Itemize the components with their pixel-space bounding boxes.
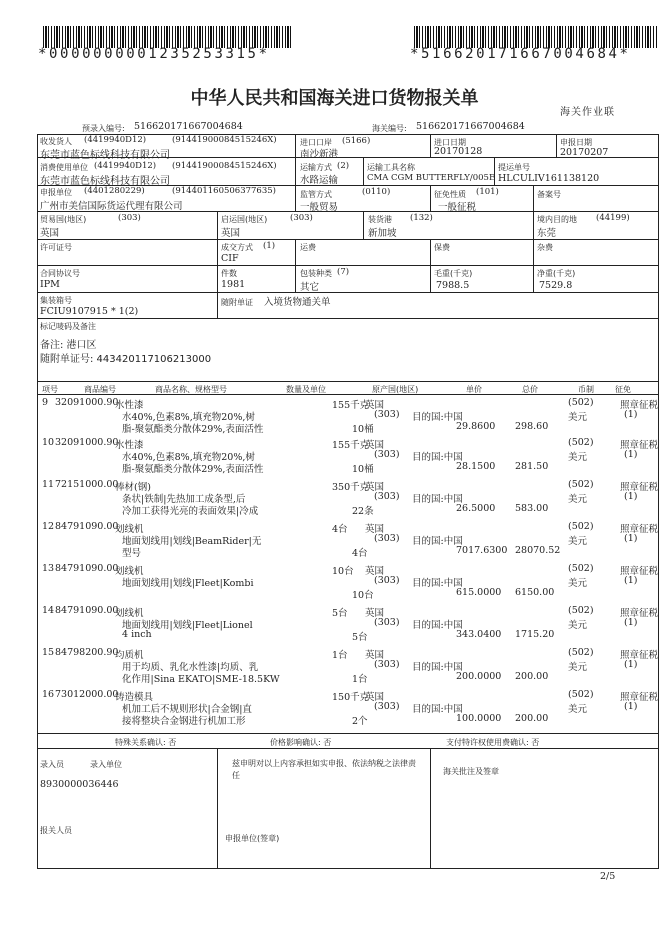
item-cur: 美元: [568, 412, 588, 423]
insurance-label: 保费: [434, 243, 450, 252]
transport-tool-label: 运输工具名称: [367, 163, 415, 172]
item-name: 划线机: [115, 608, 144, 619]
pack-code: (7): [337, 267, 350, 277]
entry-port-code: (5166): [342, 136, 371, 146]
item-qty2: 5台: [352, 632, 368, 643]
item-total: 200.00: [515, 713, 549, 724]
item-qty2: 2个: [352, 716, 368, 727]
item-spec1: 地面划线用|划线|Fleet|Kombi: [122, 578, 254, 589]
pre-entry-label: 预录入编号:: [82, 124, 125, 133]
item-price: 26.5000: [456, 503, 496, 514]
item-cur-code: (502): [568, 689, 594, 700]
col-tax: 征免: [615, 385, 631, 394]
trade-country-label: 贸易国(地区): [40, 215, 87, 224]
item-cur-code: (502): [568, 563, 594, 574]
item-tax: 照章征税: [620, 608, 659, 619]
gross-label: 毛重(千克): [434, 269, 473, 278]
barcode-right: [414, 26, 657, 48]
barcode-left-text: *0000000001235253315*: [38, 46, 270, 62]
item-origin-code: (303): [374, 659, 400, 670]
dest-value: 东莞: [537, 228, 557, 239]
item-total: 28070.52: [515, 545, 561, 556]
item-cur: 美元: [568, 620, 588, 631]
entry-person-label: 录入员: [40, 760, 64, 769]
item-cur: 美元: [568, 704, 588, 715]
item-code: 32091000.90: [55, 437, 119, 448]
item-cur: 美元: [568, 452, 588, 463]
col-code: 商品编号: [84, 385, 116, 394]
pre-entry-value: 516620171667004684: [134, 121, 243, 132]
item-origin-code: (303): [374, 491, 400, 502]
license-label: 许可证号: [40, 243, 72, 252]
item-code: 73012000.00: [55, 689, 119, 700]
item-no: 12: [42, 521, 55, 532]
item-dest: 目的国:中国: [412, 662, 463, 673]
item-origin: 英国: [365, 400, 385, 411]
pack-label: 包装种类: [300, 269, 332, 278]
item-qty2: 10桶: [352, 424, 374, 435]
col-price: 单价: [466, 385, 482, 394]
page-number: 2/5: [600, 871, 616, 882]
item-qty1: 10台: [332, 566, 354, 577]
bill-no-label: 提运单号: [498, 163, 530, 172]
marks-label: 标记唛码及备注: [40, 322, 96, 331]
deal-mode-label: 成交方式: [221, 243, 253, 252]
user-unit-code: (4419940D12): [94, 161, 157, 171]
item-name: 均质机: [115, 650, 144, 661]
item-origin: 英国: [365, 524, 385, 535]
item-qty2: 22条: [352, 506, 374, 517]
declare-date-label: 申报日期: [560, 138, 592, 147]
item-dest: 目的国:中国: [412, 578, 463, 589]
special-confirm: 特殊关系确认: 否: [115, 738, 177, 747]
item-spec1: 用于均质、乳化水性漆|均质、乳: [122, 662, 259, 673]
item-qty2: 1台: [352, 674, 368, 685]
item-origin-code: (303): [374, 575, 400, 586]
docs-label: 随附单证: [221, 298, 253, 307]
item-cur: 美元: [568, 494, 588, 505]
item-origin: 英国: [365, 692, 385, 703]
royalty-confirm: 支付特许权使用费确认: 否: [446, 738, 540, 747]
consignee-label: 收发货人: [40, 137, 72, 146]
item-price: 28.1500: [456, 461, 496, 472]
item-spec2: 化作用|Sina EKATO|SME-18.5KW: [122, 674, 280, 685]
declare-unit-label: 申报单位: [40, 188, 72, 197]
item-spec2: 4 inch: [122, 629, 152, 640]
item-cur: 美元: [568, 578, 588, 589]
transport-mode-code: (2): [337, 161, 350, 171]
item-code: 84791090.00: [55, 605, 119, 616]
item-tax-code: (1): [624, 533, 638, 544]
item-qty2: 10桶: [352, 464, 374, 475]
dest-label: 境内目的地: [537, 215, 577, 224]
item-dest: 目的国:中国: [412, 494, 463, 505]
item-origin: 英国: [365, 482, 385, 493]
item-qty1: 150千克: [332, 692, 370, 703]
pieces-label: 件数: [221, 269, 237, 278]
item-code: 84791090.00: [55, 563, 119, 574]
deal-mode-value: CIF: [221, 253, 239, 264]
item-total: 200.00: [515, 671, 549, 682]
contract-label: 合同协议号: [40, 269, 80, 278]
item-price: 29.8600: [456, 421, 496, 432]
trade-country-value: 英国: [40, 228, 60, 239]
item-name: 水性漆: [115, 440, 144, 451]
item-dest: 目的国:中国: [412, 452, 463, 463]
entry-code: 8930000036446: [40, 779, 119, 790]
declarer-label: 报关人员: [40, 826, 72, 835]
origin-country-label: 启运国(地区): [221, 215, 268, 224]
item-name: 棒材(钢): [115, 482, 151, 493]
item-tax: 照章征税: [620, 524, 659, 535]
item-total: 583.00: [515, 503, 549, 514]
item-price: 200.0000: [456, 671, 502, 682]
col-name: 商品名称、规格型号: [155, 385, 227, 394]
transport-mode-value: 水路运输: [300, 175, 339, 186]
item-tax-code: (1): [624, 491, 638, 502]
item-origin: 英国: [365, 440, 385, 451]
item-spec2: 接将整块合金钢进行机加工形: [122, 716, 246, 727]
item-cur-code: (502): [568, 521, 594, 532]
contract-value: IPM: [40, 279, 60, 290]
item-code: 32091000.90: [55, 397, 119, 408]
item-spec2: 型号: [122, 548, 142, 559]
item-dest: 目的国:中国: [412, 704, 463, 715]
entry-port-value: 南沙新港: [300, 149, 339, 160]
item-dest: 目的国:中国: [412, 620, 463, 631]
transport-tool-value: CMA CGM BUTTERFLY/005E: [367, 173, 496, 183]
item-price: 343.0400: [456, 629, 502, 640]
net-value: 7529.8: [539, 280, 573, 291]
barcode-left: [43, 26, 292, 48]
pack-value: 其它: [300, 282, 320, 293]
import-date-label: 进口日期: [434, 138, 466, 147]
item-cur: 美元: [568, 536, 588, 547]
item-tax: 照章征税: [620, 440, 659, 451]
entry-port-label: 进口口岸: [300, 138, 332, 147]
record-no-label: 备案号: [537, 190, 561, 199]
item-qty1: 1台: [332, 650, 348, 661]
item-price: 7017.6300: [456, 545, 508, 556]
item-dest: 目的国:中国: [412, 536, 463, 547]
item-dest: 目的国:中国: [412, 412, 463, 423]
item-qty1: 155千克: [332, 400, 370, 411]
col-origin: 原产国(地区): [372, 385, 419, 394]
item-no: 11: [42, 479, 55, 490]
bill-no-value: HLCULIV161138120: [498, 173, 600, 184]
customs-copy-label: 海关作业联: [560, 107, 615, 118]
item-tax-code: (1): [624, 659, 638, 670]
item-qty1: 155千克: [332, 440, 370, 451]
consignee-code: (4419940D12): [84, 135, 147, 145]
misc-label: 杂费: [537, 243, 553, 252]
origin-country-code: (303): [290, 213, 313, 223]
declaration-text: 兹申明对以上内容承担如实申报、依法纳税之法律责任: [232, 759, 416, 780]
barcode-right-text: *516620171667004684*: [410, 46, 631, 62]
tax-nature-label: 征免性质: [434, 190, 466, 199]
item-total: 1715.20: [515, 629, 555, 640]
col-total: 总价: [522, 385, 538, 394]
item-name: 铸造模具: [115, 692, 154, 703]
item-no: 15: [42, 647, 55, 658]
declare-unit-name: 广州市美信国际货运代理有限公司: [40, 201, 183, 212]
item-qty2: 4台: [352, 548, 368, 559]
item-name: 划线机: [115, 524, 144, 535]
declare-unit-sign-label: 申报单位(签章): [225, 834, 280, 843]
col-qty: 数量及单位: [286, 385, 326, 394]
item-cur-code: (502): [568, 437, 594, 448]
item-no: 10: [42, 437, 55, 448]
item-spec2: 冷加工获得光亮的表面效果|冷成: [122, 506, 259, 517]
item-tax-code: (1): [624, 409, 638, 420]
price-confirm: 价格影响确认: 否: [270, 738, 332, 747]
item-total: 298.60: [515, 421, 549, 432]
item-total: 281.50: [515, 461, 549, 472]
pieces-value: 1981: [221, 279, 246, 290]
declare-date-value: 20170207: [560, 147, 609, 158]
supervision-code: (0110): [362, 187, 391, 197]
container-label: 集装箱号: [40, 296, 72, 305]
item-no: 14: [42, 605, 55, 616]
item-origin-code: (303): [374, 449, 400, 460]
item-tax-code: (1): [624, 701, 638, 712]
item-qty1: 5台: [332, 608, 348, 619]
item-origin-code: (303): [374, 409, 400, 420]
freight-label: 运费: [300, 243, 316, 252]
net-label: 净重(千克): [537, 269, 576, 278]
import-date-value: 20170128: [434, 146, 483, 157]
item-origin-code: (303): [374, 701, 400, 712]
col-cur: 币制: [578, 385, 594, 394]
item-spec1: 水40%,色素8%,填充物20%,树: [122, 452, 255, 463]
item-tax: 照章征税: [620, 400, 659, 411]
consignee-credit: (91441900084515246X): [172, 135, 277, 145]
trade-country-code: (303): [118, 213, 141, 223]
declare-unit-code: (4401280229): [84, 186, 145, 196]
item-spec2: 脂-聚氨酯类分散体29%,表面活性: [122, 464, 264, 475]
item-spec1: 水40%,色素8%,填充物20%,树: [122, 412, 255, 423]
item-cur-code: (502): [568, 647, 594, 658]
item-origin: 英国: [365, 566, 385, 577]
item-tax: 照章征税: [620, 692, 659, 703]
item-no: 9: [42, 397, 49, 408]
item-tax: 照章征税: [620, 650, 659, 661]
customs-approval-label: 海关批注及签章: [443, 767, 499, 776]
marks-note1: 备注: 港口区: [40, 340, 97, 351]
transit-port-label: 装货港: [368, 215, 392, 224]
item-spec1: 机加工后不规则形状|合金钢|直: [122, 704, 252, 715]
docs-value: 入境货物通关单: [264, 297, 331, 308]
origin-country-value: 英国: [221, 228, 241, 239]
item-spec1: 地面划线用|划线|Fleet|Lionel: [122, 620, 253, 631]
transit-port-code: (132): [410, 213, 433, 223]
item-qty2: 10台: [352, 590, 374, 601]
item-qty1: 4台: [332, 524, 348, 535]
item-tax-code: (1): [624, 449, 638, 460]
entry-unit-label: 录入单位: [90, 760, 122, 769]
item-price: 615.0000: [456, 587, 502, 598]
item-cur-code: (502): [568, 605, 594, 616]
item-cur-code: (502): [568, 397, 594, 408]
item-tax-code: (1): [624, 617, 638, 628]
item-origin: 英国: [365, 608, 385, 619]
deal-mode-code: (1): [263, 241, 276, 251]
transit-port-value: 新加坡: [368, 228, 397, 239]
item-origin-code: (303): [374, 533, 400, 544]
transport-mode-label: 运输方式: [300, 163, 332, 172]
customs-no-label: 海关编号:: [372, 124, 407, 133]
customs-no-value: 516620171667004684: [416, 121, 525, 132]
declare-unit-credit: (914401160506377635): [172, 186, 276, 196]
item-spec2: 脂-聚氨酯类分散体29%,表面活性: [122, 424, 264, 435]
user-unit-name: 东莞市蓝色标线科技有限公司: [40, 176, 170, 187]
item-code: 72151000.00: [55, 479, 119, 490]
item-code: 84791090.00: [55, 521, 119, 532]
item-spec1: 地面划线用|划线|BeamRider|无: [122, 536, 262, 547]
supervision-value: 一般贸易: [300, 202, 339, 213]
supervision-label: 监管方式: [300, 190, 332, 199]
dest-code: (44199): [596, 213, 630, 223]
item-cur-code: (502): [568, 479, 594, 490]
item-qty1: 350千克: [332, 482, 370, 493]
tax-nature-value: 一般征税: [438, 202, 477, 213]
item-spec1: 条状|铁制|先热加工成条型,后: [122, 494, 246, 505]
gross-value: 7988.5: [436, 280, 470, 291]
item-tax-code: (1): [624, 575, 638, 586]
user-unit-label: 消费使用单位: [40, 163, 88, 172]
container-value: FCIU9107915 * 1(2): [40, 306, 139, 317]
item-tax: 照章征税: [620, 482, 659, 493]
item-code: 84798200.90: [55, 647, 119, 658]
item-price: 100.0000: [456, 713, 502, 724]
page-title: 中华人民共和国海关进口货物报关单: [190, 88, 479, 109]
item-tax: 照章征税: [620, 566, 659, 577]
item-no: 16: [42, 689, 55, 700]
item-no: 13: [42, 563, 55, 574]
col-no: 项号: [42, 385, 58, 394]
consignee-name: 东莞市蓝色标线科技有限公司: [40, 150, 170, 161]
user-unit-credit: (91441900084515246X): [172, 161, 277, 171]
item-name: 水性漆: [115, 400, 144, 411]
marks-note2: 随附单证号: 443420117106213000: [40, 354, 212, 365]
item-origin: 英国: [365, 650, 385, 661]
tax-nature-code: (101): [476, 187, 499, 197]
item-origin-code: (303): [374, 617, 400, 628]
item-total: 6150.00: [515, 587, 555, 598]
item-name: 划线机: [115, 566, 144, 577]
item-cur: 美元: [568, 662, 588, 673]
